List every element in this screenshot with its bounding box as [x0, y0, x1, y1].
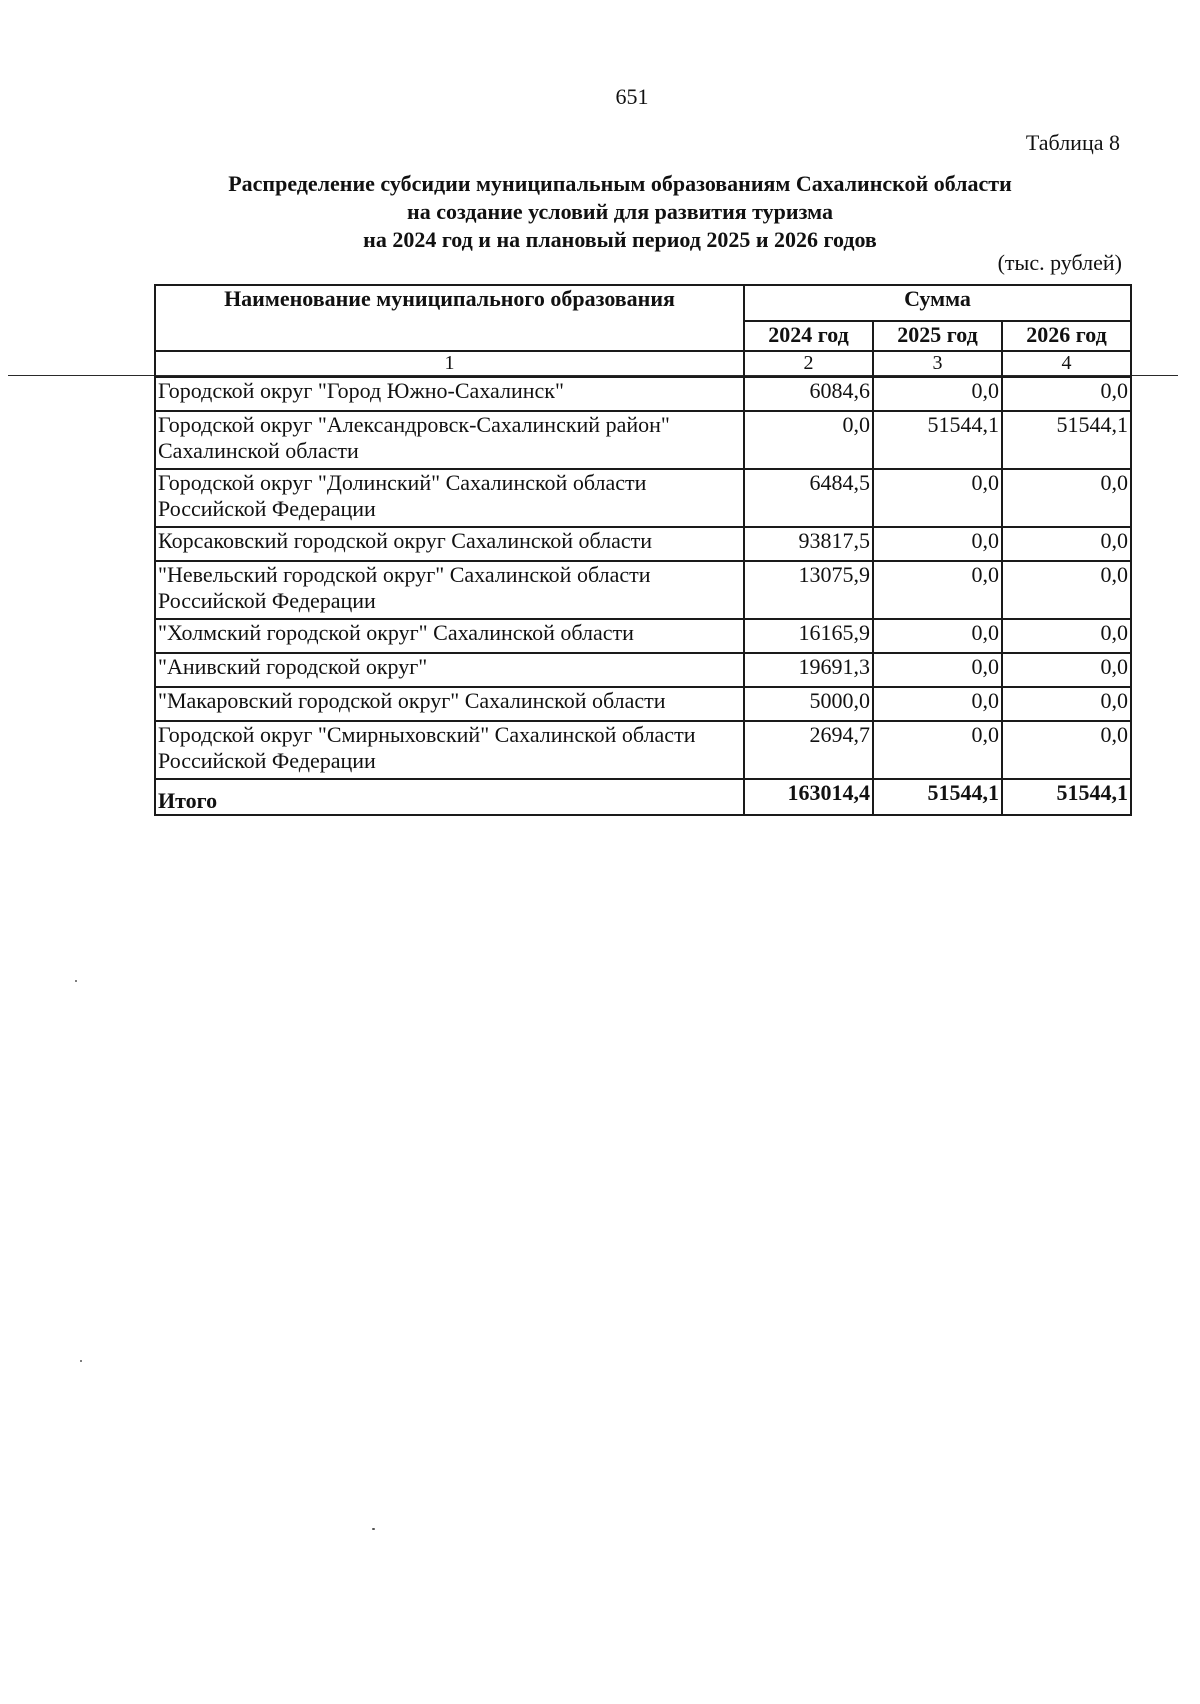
table-row [155, 721, 1131, 779]
municipality-name: "Анивский городской округ" [155, 653, 744, 687]
total-row [155, 779, 1131, 815]
header-year-2026: 2026 год [1002, 321, 1131, 351]
header-sum-group: Сумма [744, 285, 1131, 321]
scan-speck [80, 1360, 82, 1362]
municipality-name: Городской округ "Александровск-Сахалинский район" Сахалинской области [155, 411, 744, 469]
table-row [155, 527, 1131, 561]
value-2026: 0,0 [1002, 377, 1131, 411]
municipality-name: Городской округ "Смирныховский" Сахалинской области Российской Федерации [155, 721, 744, 779]
total-2024: 163014,4 [744, 779, 873, 815]
table-row [155, 687, 1131, 721]
scan-speck [372, 1528, 375, 1530]
units-label: (тыс. рублей) [997, 250, 1122, 275]
header-year-2025: 2025 год [873, 321, 1002, 351]
municipality-name: "Макаровский городской округ" Сахалинской области [155, 687, 744, 721]
municipality-name: Городской округ "Долинский" Сахалинской области Российской Федерации [155, 469, 744, 527]
subsidy-table [154, 284, 1132, 816]
title-line-1: Распределение субсидии муниципальным образованиям Сахалинской области [228, 171, 1012, 196]
header-name-column: Наименование муниципального образования [155, 285, 744, 351]
total-label: Итого [155, 779, 744, 815]
value-2026: 0,0 [1002, 469, 1131, 527]
municipality-name: "Невельский городской округ" Сахалинской области Российской Федерации [155, 561, 744, 619]
total-2025: 51544,1 [873, 779, 1002, 815]
page-number [0, 84, 1200, 110]
value-2025: 0,0 [873, 619, 1002, 653]
value-2025: 0,0 [873, 377, 1002, 411]
table-row [155, 469, 1131, 527]
column-number-2: 2 [744, 351, 873, 377]
value-2024: 13075,9 [744, 561, 873, 619]
value-2026: 0,0 [1002, 561, 1131, 619]
table-label: Таблица 8 [1025, 130, 1120, 155]
value-2024: 0,0 [744, 411, 873, 469]
title-line-3: на 2024 год и на плановый период 2025 и 2026 годов [363, 227, 877, 252]
value-2024: 93817,5 [744, 527, 873, 561]
value-2025: 0,0 [873, 653, 1002, 687]
municipality-name: "Холмский городской округ" Сахалинской области [155, 619, 744, 653]
value-2025: 0,0 [873, 687, 1002, 721]
value-2025: 51544,1 [873, 411, 1002, 469]
value-2024: 19691,3 [744, 653, 873, 687]
title-line-2: на создание условий для развития туризма [407, 199, 833, 224]
table-row [155, 377, 1131, 411]
table-row [155, 653, 1131, 687]
header-year-2024: 2024 год [744, 321, 873, 351]
table-row [155, 561, 1131, 619]
municipality-name: Корсаковский городской округ Сахалинской области [155, 527, 744, 561]
value-2026: 51544,1 [1002, 411, 1131, 469]
value-2024: 2694,7 [744, 721, 873, 779]
column-number-4: 4 [1002, 351, 1131, 377]
page-number-text: 651 [615, 84, 649, 109]
table-row [155, 619, 1131, 653]
value-2024: 16165,9 [744, 619, 873, 653]
document-title [160, 170, 1080, 254]
scan-speck [75, 980, 77, 982]
table-row [155, 411, 1131, 469]
value-2026: 0,0 [1002, 721, 1131, 779]
column-number-row [155, 351, 1131, 377]
value-2025: 0,0 [873, 527, 1002, 561]
value-2025: 0,0 [873, 561, 1002, 619]
value-2024: 6484,5 [744, 469, 873, 527]
value-2024: 5000,0 [744, 687, 873, 721]
value-2026: 0,0 [1002, 619, 1131, 653]
value-2025: 0,0 [873, 721, 1002, 779]
column-number-1: 1 [155, 351, 744, 377]
value-2026: 0,0 [1002, 527, 1131, 561]
column-number-3: 3 [873, 351, 1002, 377]
value-2025: 0,0 [873, 469, 1002, 527]
municipality-name: Городской округ "Город Южно-Сахалинск" [155, 377, 744, 411]
value-2026: 0,0 [1002, 653, 1131, 687]
value-2024: 6084,6 [744, 377, 873, 411]
total-2026: 51544,1 [1002, 779, 1131, 815]
value-2026: 0,0 [1002, 687, 1131, 721]
